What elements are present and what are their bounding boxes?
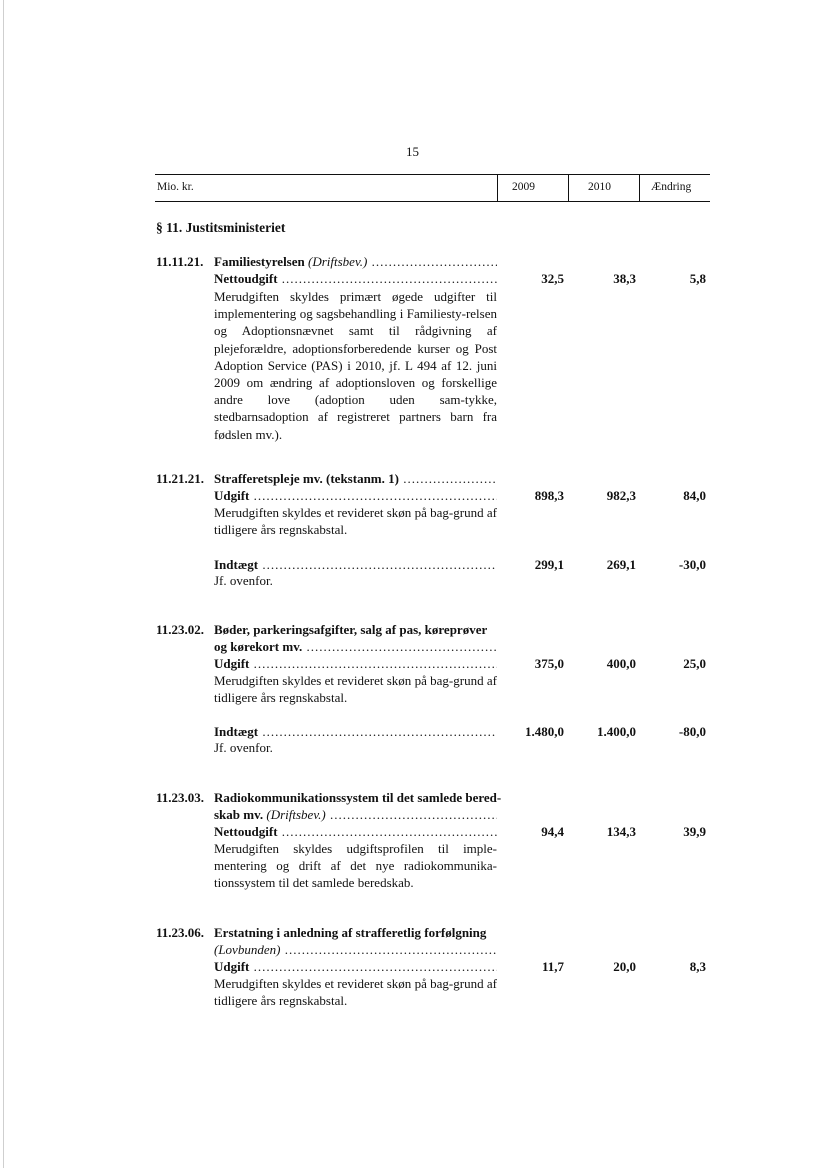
- value-change: 5,8: [689, 271, 706, 286]
- entry-title: Bøder, parkeringsafgifter, salg af pas, køreprøver: [214, 622, 488, 637]
- line2-value-change: -30,0: [678, 557, 706, 572]
- value-2009: 898,3: [534, 488, 564, 503]
- value-2010: 400,0: [606, 656, 636, 671]
- entry-code: 11.23.06.: [156, 925, 205, 940]
- value-change: 39,9: [683, 824, 706, 839]
- entry-description: Merudgiften skyldes udgiftsprofilen til imple-mentering og drift af det nye radiokommunika-tionssystem til det samlede beredskab.: [214, 841, 497, 891]
- line2-value-2010: 269,1: [606, 557, 636, 572]
- entry-code: 11.23.03.: [156, 790, 205, 805]
- entry-title-suffix: (Lovbunden): [214, 942, 281, 957]
- entry-line-label: Nettoudgift .....: [214, 823, 497, 840]
- entry-title-continued: skab mv.: [214, 807, 264, 822]
- entry-line2-label: Indtægt .....: [214, 556, 497, 573]
- entry-line-label: Nettoudgift .....: [214, 270, 497, 287]
- value-2009: 375,0: [534, 656, 564, 671]
- entry-code: 11.21.21.: [156, 471, 205, 486]
- entry-line-label: Udgift .....: [214, 487, 497, 504]
- entry-note: Jf. ovenfor.: [214, 573, 273, 588]
- section-title: § 11. Justitsministeriet: [156, 220, 286, 235]
- header-top-rule: [155, 174, 710, 175]
- header-year-2010: 2010: [588, 181, 611, 193]
- entry-description: Merudgiften skyldes et revideret skøn på bag-grund af tidligere års regnskabstal.: [214, 505, 497, 538]
- entry-title-suffix-line: [214, 941, 497, 958]
- entry-code: 11.11.21.: [156, 254, 204, 269]
- entry-line-label: Udgift .....: [214, 958, 497, 975]
- header-unit: Mio. kr.: [157, 181, 194, 193]
- entry-title-suffix: (Driftsbev.): [266, 807, 326, 822]
- header-divider: [568, 174, 569, 202]
- entry-title-line: [214, 253, 497, 270]
- header-year-2009: 2009: [512, 181, 535, 193]
- entry-title: Familiestyrelsen: [214, 254, 305, 269]
- entry-note: Jf. ovenfor.: [214, 740, 273, 755]
- entry-title-line2: [214, 806, 497, 823]
- value-2010: 982,3: [606, 488, 636, 503]
- value-change: 8,3: [689, 959, 706, 974]
- line2-value-2010: 1.400,0: [597, 724, 636, 739]
- value-2009: 32,5: [541, 271, 564, 286]
- header-divider: [639, 174, 640, 202]
- value-2009: 11,7: [541, 959, 564, 974]
- entry-description: Merudgiften skyldes primært øgede udgifter til implementering og sagsbehandling i Familiesty-relsen og Adoptionsnævnet samt til rådgivning af plejeforældre, adoptionsforberedende kurser og Post Adoption Service (PAS) i 2010, jf. L 494 af 12. juni 2009 om ændring af adoptionsloven og forskellige andre love (adoption uden sam-tykke, stedbarnsadoption af registreret partners barn fra fødslen mv.).: [214, 289, 497, 442]
- entry-title: Strafferetspleje mv. (tekstanm. 1) .....: [214, 470, 497, 487]
- header-divider: [497, 174, 498, 202]
- entry-line2-label: Indtægt .....: [214, 723, 497, 740]
- header-bottom-rule: [155, 201, 710, 202]
- entry-title-continued: og kørekort mv. .....: [214, 638, 497, 655]
- entry-line-label: Udgift .....: [214, 655, 497, 672]
- entry-title: Erstatning i anledning af strafferetlig forfølgning: [214, 925, 487, 940]
- value-change: 84,0: [683, 488, 706, 503]
- entry-title-suffix: (Driftsbev.): [308, 254, 368, 269]
- entry-title: Radiokommunikationssystem til det samlede bered-: [214, 790, 502, 805]
- value-2010: 38,3: [613, 271, 636, 286]
- entry-description: Merudgiften skyldes et revideret skøn på bag-grund af tidligere års regnskabstal.: [214, 673, 497, 706]
- header-change: Ændring: [651, 181, 692, 193]
- value-2009: 94,4: [541, 824, 564, 839]
- page-edge: [3, 0, 4, 1168]
- value-2010: 20,0: [613, 959, 636, 974]
- entry-code: 11.23.02.: [156, 622, 205, 637]
- line2-value-change: -80,0: [678, 724, 706, 739]
- entry-description: Merudgiften skyldes et revideret skøn på bag-grund af tidligere års regnskabstal.: [214, 976, 497, 1009]
- line2-value-2009: 299,1: [534, 557, 564, 572]
- value-2010: 134,3: [606, 824, 636, 839]
- value-change: 25,0: [683, 656, 706, 671]
- page-number: 15: [406, 144, 419, 159]
- line2-value-2009: 1.480,0: [525, 724, 564, 739]
